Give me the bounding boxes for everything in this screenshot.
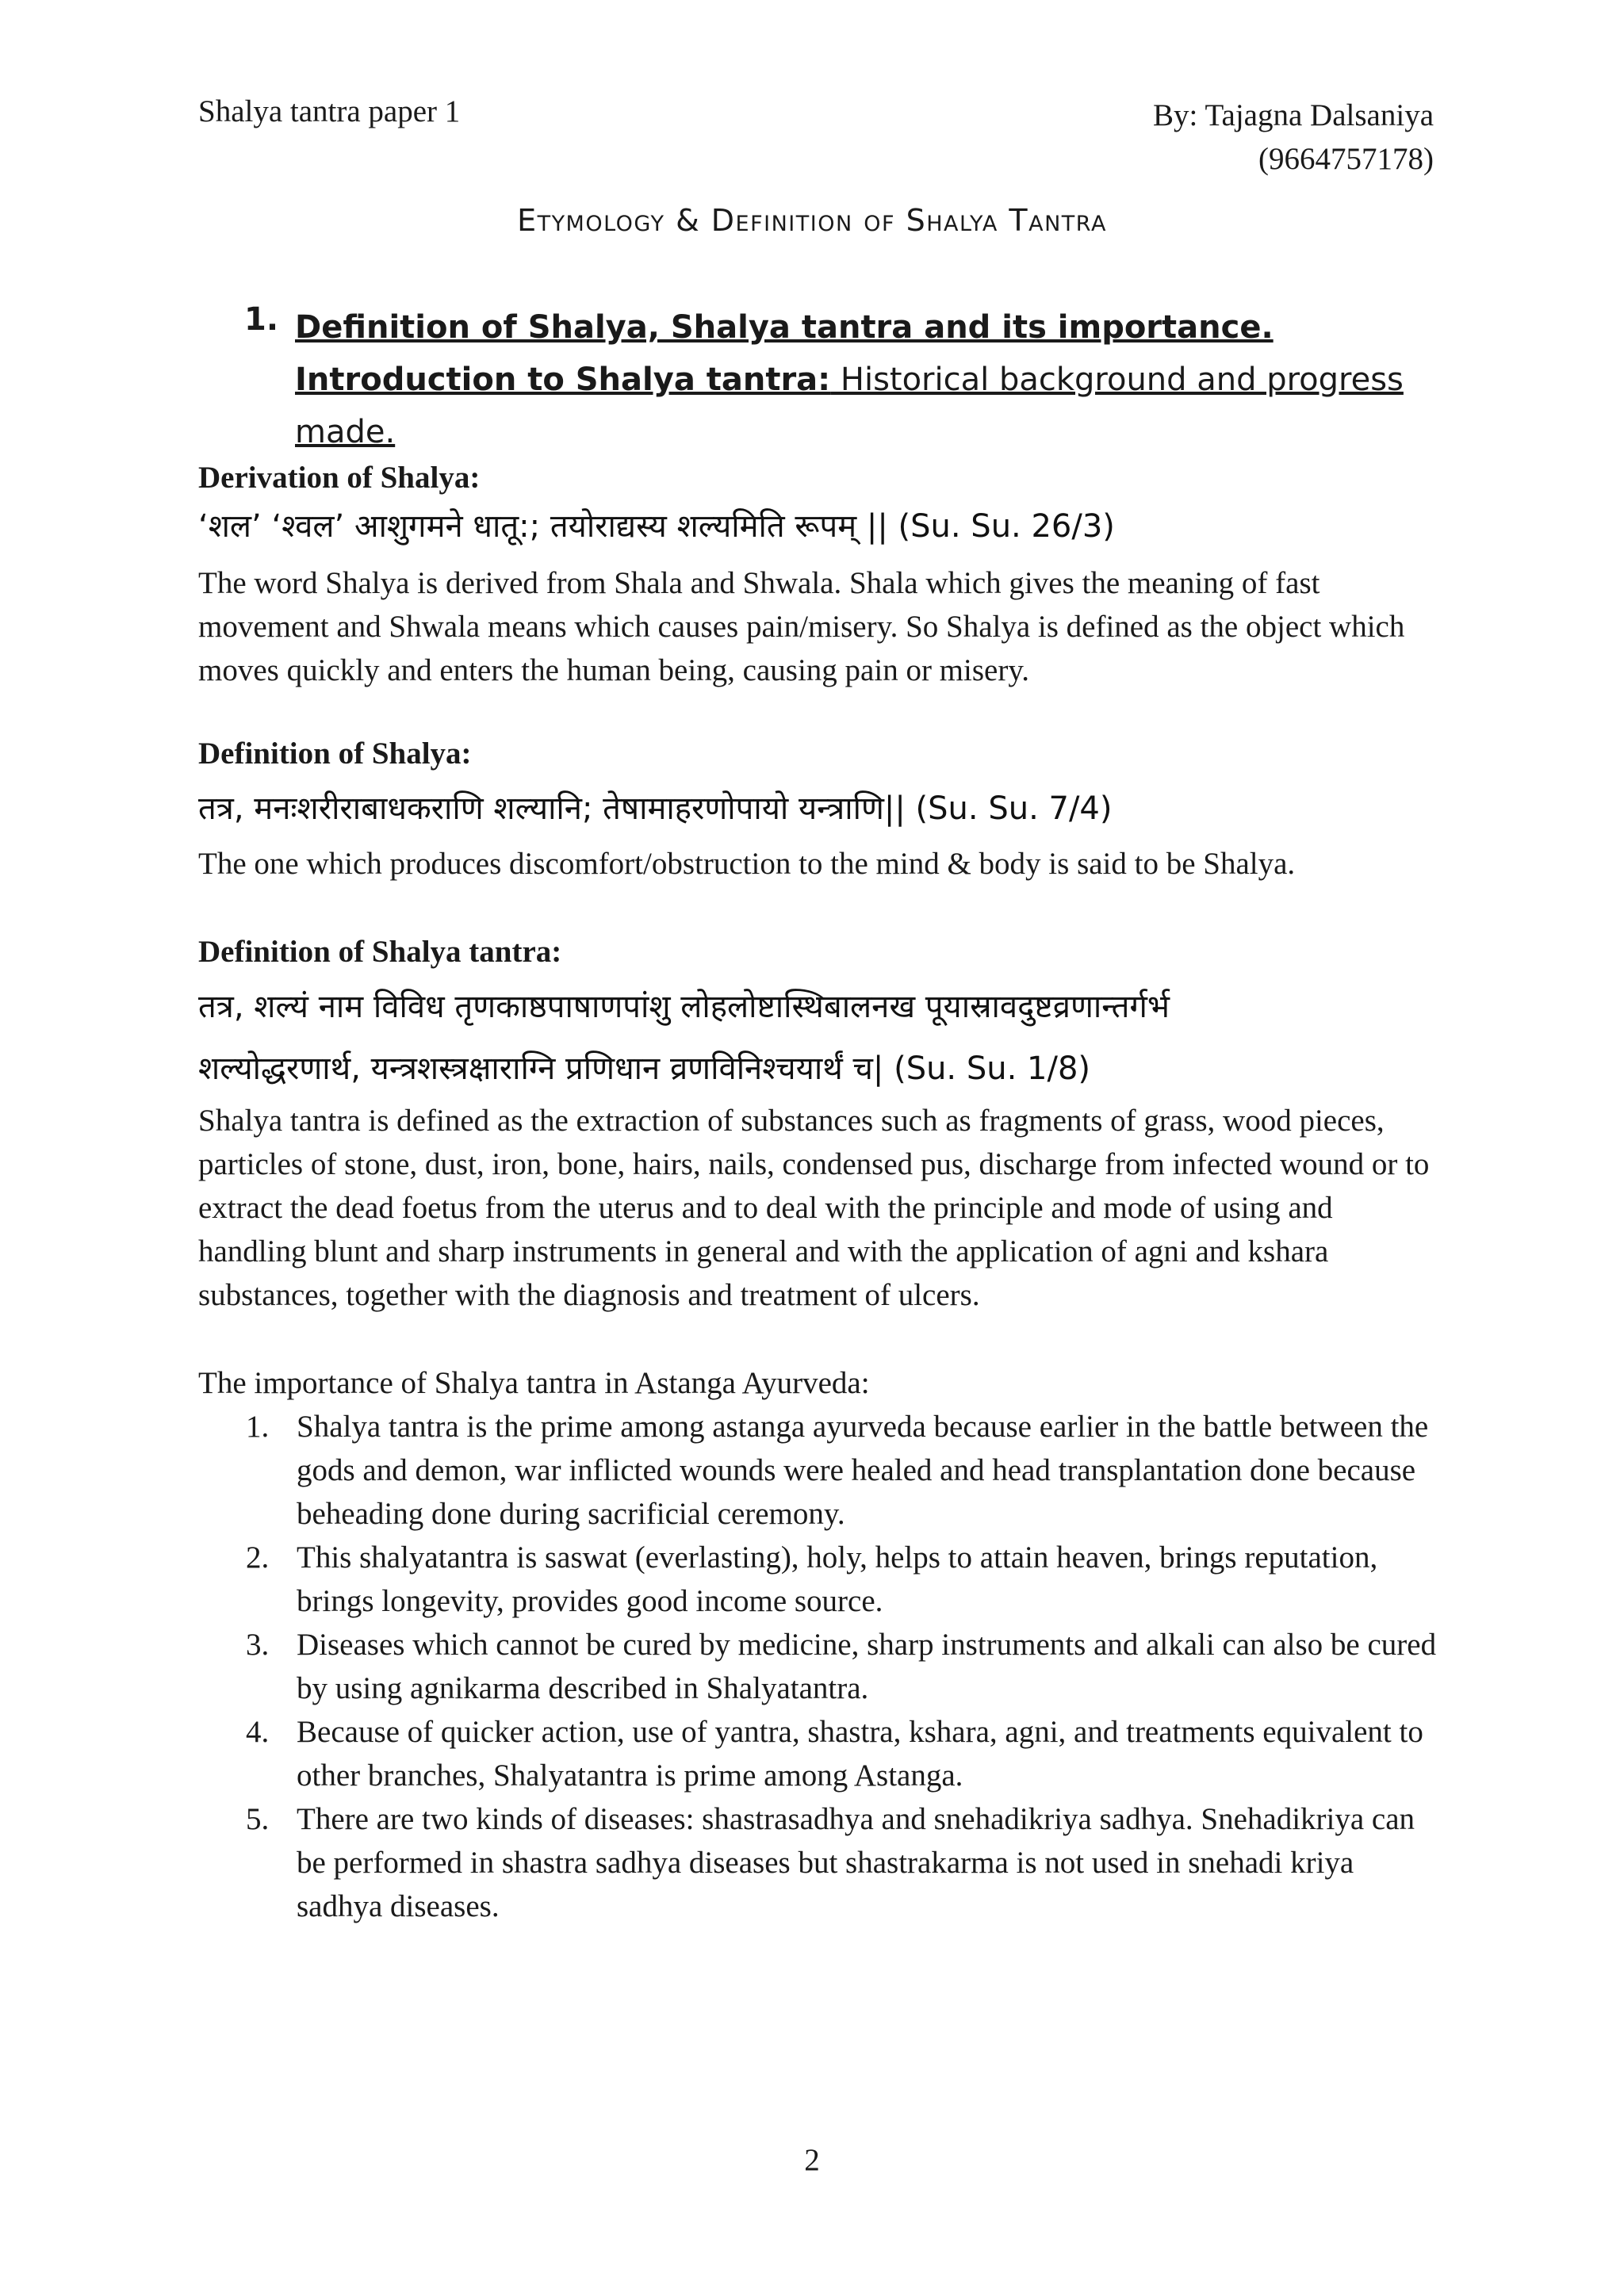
definition-tantra-sanskrit-line2: शल्योद्धरणार्थ, यन्त्रशस्त्रक्षाराग्नि प्रणिधान व्रणविनिश्चयार्थं च| (Su. Su. 1/8)	[198, 1050, 1091, 1087]
chapter-title: Etymology & Definition of Shalya Tantra	[517, 203, 1107, 238]
header-left: Shalya tantra paper 1	[198, 94, 461, 128]
definition-shalya-sanskrit: तत्र, मनःशरीराबाधकराणि शल्यानि; तेषामाहरणोपायो यन्त्राणि|| (Su. Su. 7/4)	[198, 790, 1113, 827]
list-item-number: 2.	[246, 1540, 270, 1575]
question-number: 1.	[244, 301, 279, 338]
list-item	[198, 1710, 1443, 1797]
list-item	[198, 1623, 1443, 1710]
list-item-text: This shalyatantra is saswat (everlasting), holy, helps to attain heaven, brings reputation, brings longevity, provides good income source.	[297, 1540, 1378, 1618]
definition-tantra-explanation: Shalya tantra is defined as the extraction of substances such as fragments of grass, wood pieces, particles of stone, dust, iron, bone, hairs, nails, condensed pus, discharge from infected wound or to extract the dead foetus from the uterus and to deal with the principle and mode of using and handling blunt and sharp instruments in general and with the application of agni and kshara substances, together with the diagnosis and treatment of ulcers.	[198, 1104, 1430, 1312]
author-phone: (9664757178)	[1258, 142, 1434, 176]
definition-tantra-heading: Definition of Shalya tantra:	[198, 935, 562, 969]
list-item-text: There are two kinds of diseases: shastrasadhya and snehadikriya sadhya. Snehadikriya can be performed in shastra sadhya diseases but shastrakarma is not used in snehadi kriya sadhya diseases.	[297, 1802, 1415, 1923]
question-text	[295, 301, 1421, 458]
list-item	[198, 1797, 1443, 1928]
list-item-number: 1.	[246, 1410, 270, 1444]
definition-tantra-sanskrit-line1: तत्र, शल्यं नाम विविध तृणकाष्ठपाषाणपांशु लोहलोष्टास्थिबालनख पूयास्रावदुष्टव्रणान्तर्गर्भ	[198, 989, 1170, 1025]
page-number: 2	[804, 2143, 820, 2177]
derivation-heading: Derivation of Shalya:	[198, 461, 481, 495]
derivation-sanskrit: ‘शल’ ‘श्वल’ आशुगमने धातू:; तयोराद्यस्य शल्यमिति रूपम् || (Su. Su. 26/3)	[198, 508, 1115, 545]
list-item-text: Shalya tantra is the prime among astanga ayurveda because earlier in the battle between the gods and demon, war inflicted wounds were healed and head transplantation done because beheading done during sacrificial ceremony.	[297, 1410, 1429, 1531]
importance-intro: The importance of Shalya tantra in Astanga Ayurveda:	[198, 1366, 870, 1400]
definition-shalya-explanation: The one which produces discomfort/obstruction to the mind & body is said to be Shalya.	[198, 847, 1296, 881]
list-item-number: 4.	[246, 1715, 270, 1749]
list-item	[198, 1405, 1443, 1536]
list-item-number: 5.	[246, 1802, 270, 1836]
question-normal-part: Historical background and progress made.	[295, 362, 1404, 450]
list-item-text: Because of quicker action, use of yantra, shastra, kshara, agni, and treatments equivalent to other branches, Shalyatantra is prime among Astanga.	[297, 1715, 1423, 1793]
author-name: By: Tajagna Dalsaniya	[1153, 98, 1434, 132]
question-bold-part: Definition of Shalya, Shalya tantra and its importance. Introduction to Shalya tantra:	[295, 309, 1274, 398]
list-item-number: 3.	[246, 1628, 270, 1662]
derivation-explanation: The word Shalya is derived from Shala and Shwala. Shala which gives the meaning of fast movement and Shwala means which causes pain/misery. So Shalya is defined as the object which moves quickly and enters the human being, causing pain or misery.	[198, 566, 1405, 687]
importance-list	[198, 1405, 1443, 1928]
header-right	[1153, 94, 1434, 181]
definition-shalya-heading: Definition of Shalya:	[198, 737, 472, 771]
list-item	[198, 1536, 1443, 1623]
list-item-text: Diseases which cannot be cured by medicine, sharp instruments and alkali can also be cured by using agnikarma described in Shalyatantra.	[297, 1628, 1437, 1705]
